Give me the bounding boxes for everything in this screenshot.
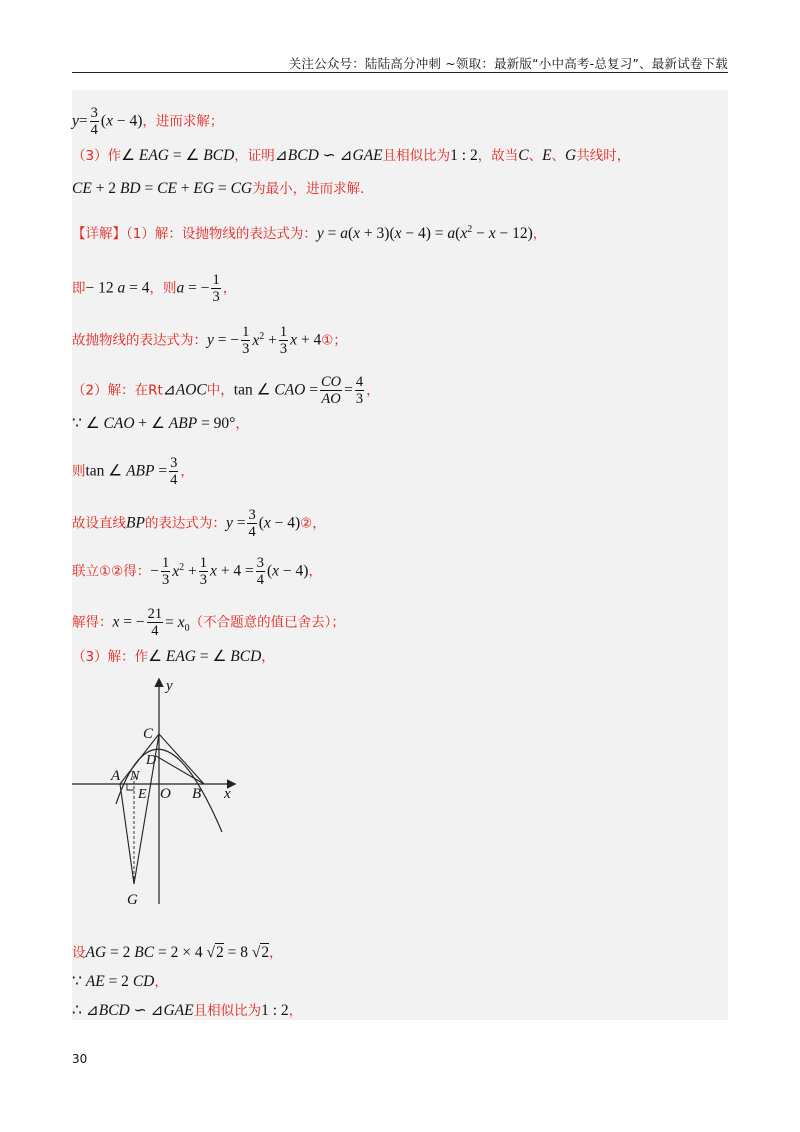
label-b: B [192, 786, 202, 802]
fraction: $\frac{1}{3}$ [212, 272, 220, 305]
line-7: （2）解：在Rt⊿AOC中，tan ∠ CAO = $\frac{CO}{AO}$ = $\frac{4}{3}$ ， [72, 374, 380, 407]
line-6: 故抛物线的表达式为：y = − $\frac{1}{3}$ $x^2$ + $\frac{1}{3}$ x + 4①； [72, 324, 347, 357]
line-12: 解得：x = − $\frac{21}{4}$ = $x_0$（不合题意的值已舍去）； [72, 606, 345, 639]
fraction: $\frac{3}{4}$ [256, 555, 264, 588]
line-3: CE + 2 BD = CE + EG = CG为最小，进而求解. [72, 180, 365, 197]
fraction: $\frac{4}{3}$ [355, 374, 364, 407]
page-header: 关注公众号：陆陆高分冲刺 ~领取：最新版“小中高考-总复习”、最新试卷下载 [288, 56, 728, 71]
fraction: $\frac{1}{3}$ [199, 555, 207, 588]
fraction: $\frac{CO}{AO}$ [320, 374, 342, 407]
line-11: 联立①②得：− $\frac{1}{3}$ $x^2$ + $\frac{1}{3}$ x + 4 = $\frac{3}{4}$ (x − 4)， [72, 555, 322, 588]
fraction: $\frac{1}{3}$ [161, 555, 170, 588]
label-x: x [224, 786, 231, 802]
segment-ag [120, 784, 134, 884]
fraction: $\frac{1}{3}$ [279, 324, 288, 357]
geometry-figure [72, 672, 252, 916]
line-5: 即− 12 a = 4，则a = − $\frac{1}{3}$ ， [72, 272, 237, 305]
line-10: 故设直线BP的表达式为：y = $\frac{3}{4}$ (x − 4)②， [72, 507, 326, 540]
right-angle-mark [127, 784, 134, 790]
line-16: ∴ ⊿BCD ∽ ⊿GAE且相似比为1 : 2， [72, 1002, 303, 1019]
line-9: 则tan ∠ ABP = $\frac{3}{4}$ ， [72, 455, 194, 488]
label-d: D [146, 753, 157, 768]
fraction: $\frac{1}{3}$ [242, 324, 250, 357]
label-e: E [138, 787, 147, 802]
parabola-diagram [72, 672, 252, 912]
line-15: ∵ AE = 2 CD， [72, 973, 168, 990]
page-number: 30 [72, 1052, 88, 1066]
label-g: G [127, 892, 138, 908]
line-1: y= $\frac{3}{4}$ (x − 4)，进而求解； [72, 105, 224, 138]
line-4: 【详解】（1）解：设抛物线的表达式为：$y = a(x + 3)(x - 4) = a(x^2 - x - 12)$， [72, 224, 547, 243]
label-a: A [111, 768, 121, 784]
line-14: 设AG = 2 BC = 2 × 4 √2 = 8 √2， [72, 944, 283, 961]
line-8: ∵ ∠ CAO + ∠ ABP = 90°， [72, 415, 249, 432]
label-n: N [130, 769, 140, 784]
label-o: O [160, 786, 171, 802]
label-y: y [166, 678, 173, 694]
header-rule [72, 72, 728, 73]
fraction: $\frac{21}{4}$ [147, 606, 163, 639]
segment-cb [159, 734, 204, 784]
fraction: $\frac{3}{4}$ [170, 455, 178, 488]
fraction: $\frac{3}{4}$ [248, 507, 256, 540]
line-2: （3）作∠ EAG = ∠ BCD，证明⊿BCD ∽ ⊿GAE且相似比为1 : 2，故当C、E、G共线时， [72, 147, 631, 164]
label-c: C [143, 726, 154, 742]
fraction: $\frac{3}{4}$ [90, 105, 98, 138]
line-13: （3）解：作∠ EAG = ∠ BCD， [72, 648, 275, 665]
